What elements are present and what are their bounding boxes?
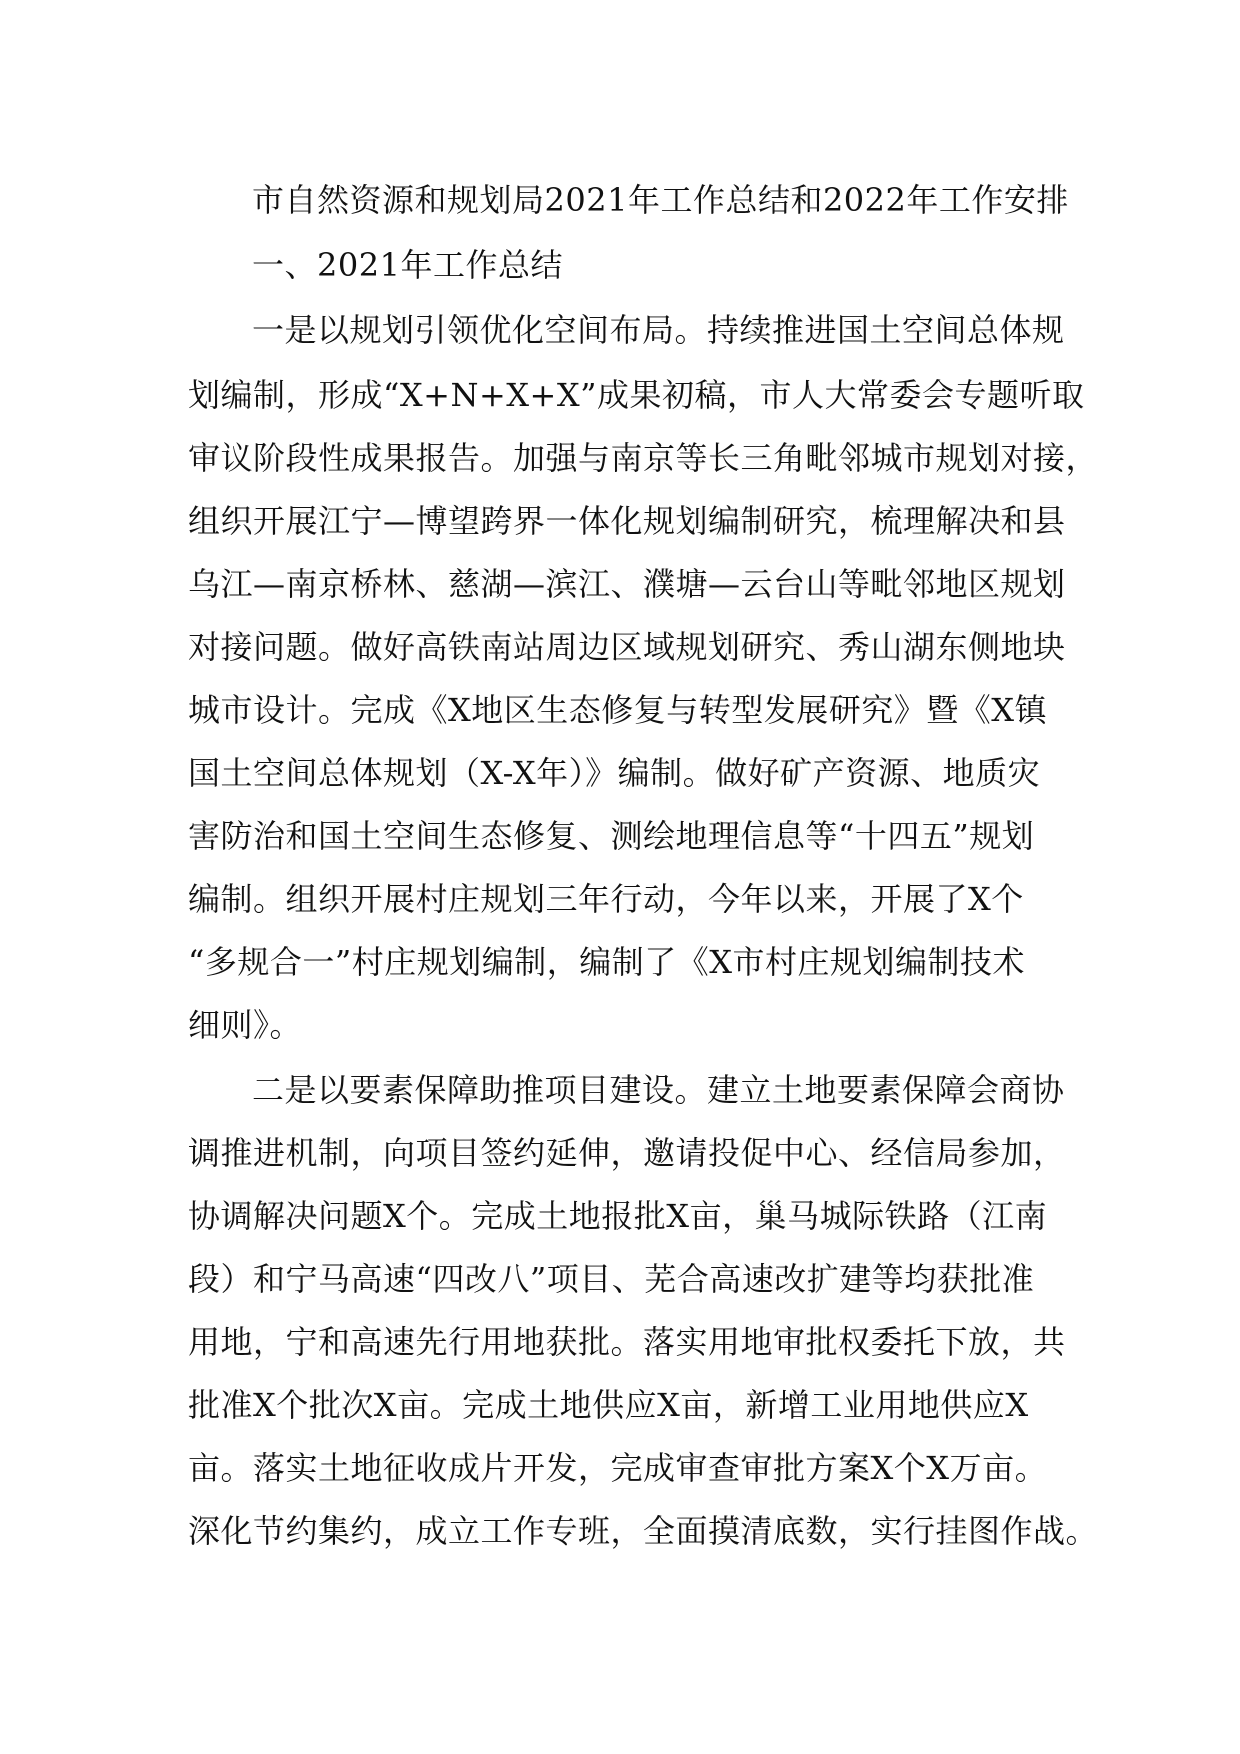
section-heading: 一、2021年工作总结: [252, 246, 563, 284]
document-title: 市自然资源和规划局2021年工作总结和2022年工作安排: [252, 181, 1069, 219]
paragraph-line: 害防治和国土空间生态修复、测绘地理信息等“十四五”规划: [188, 817, 1035, 855]
paragraph-line: 审议阶段性成果报告。加强与南京等长三角毗邻城市规划对接，: [188, 439, 1099, 477]
paragraph-line: 城市设计。完成《X地区生态修复与转型发展研究》暨《X镇: [188, 691, 1048, 729]
paragraph-line: 划编制，形成“X+N+X+X”成果初稿，市人大常委会专题听取: [188, 376, 1085, 414]
paragraph-line: 对接问题。做好高铁南站周边区域规划研究、秀山湖东侧地块: [188, 628, 1066, 666]
paragraph-line: 协调解决问题X个。完成土地报批X亩，巢马城际铁路（江南: [188, 1197, 1048, 1235]
paragraph-line: 亩。落实土地征收成片开发，完成审查审批方案X个X万亩。: [188, 1449, 1048, 1487]
paragraph-line: 乌江—南京桥林、慈湖—滨江、濮塘—云台山等毗邻地区规划: [188, 565, 1066, 603]
paragraph-line: 二是以要素保障助推项目建设。建立土地要素保障会商协: [252, 1071, 1065, 1109]
paragraph-line: 批准X个批次X亩。完成土地供应X亩，新增工业用地供应X: [188, 1386, 1029, 1424]
paragraph-line: 国土空间总体规划（X-X年）》编制。做好矿产资源、地质灾: [188, 754, 1041, 792]
paragraph-line: 一是以规划引领优化空间布局。持续推进国土空间总体规: [252, 311, 1065, 349]
paragraph-line: 深化节约集约，成立工作专班，全面摸清底数，实行挂图作战。: [188, 1512, 1099, 1550]
paragraph-line: 编制。组织开展村庄规划三年行动，今年以来，开展了X个: [188, 880, 1024, 918]
paragraph-line: “多规合一”村庄规划编制，编制了《X市村庄规划编制技术: [188, 943, 1026, 981]
paragraph-line: 调推进机制，向项目签约延伸，邀请投促中心、经信局参加，: [188, 1134, 1066, 1172]
paragraph-line: 用地，宁和高速先行用地获批。落实用地审批权委托下放，共: [188, 1323, 1066, 1361]
paragraph-line: 段）和宁马高速“四改八”项目、芜合高速改扩建等均获批准: [188, 1260, 1035, 1298]
paragraph-line: 组织开展江宁—博望跨界一体化规划编制研究，梳理解决和县: [188, 502, 1066, 540]
paragraph-line: 细则》。: [188, 1006, 303, 1044]
